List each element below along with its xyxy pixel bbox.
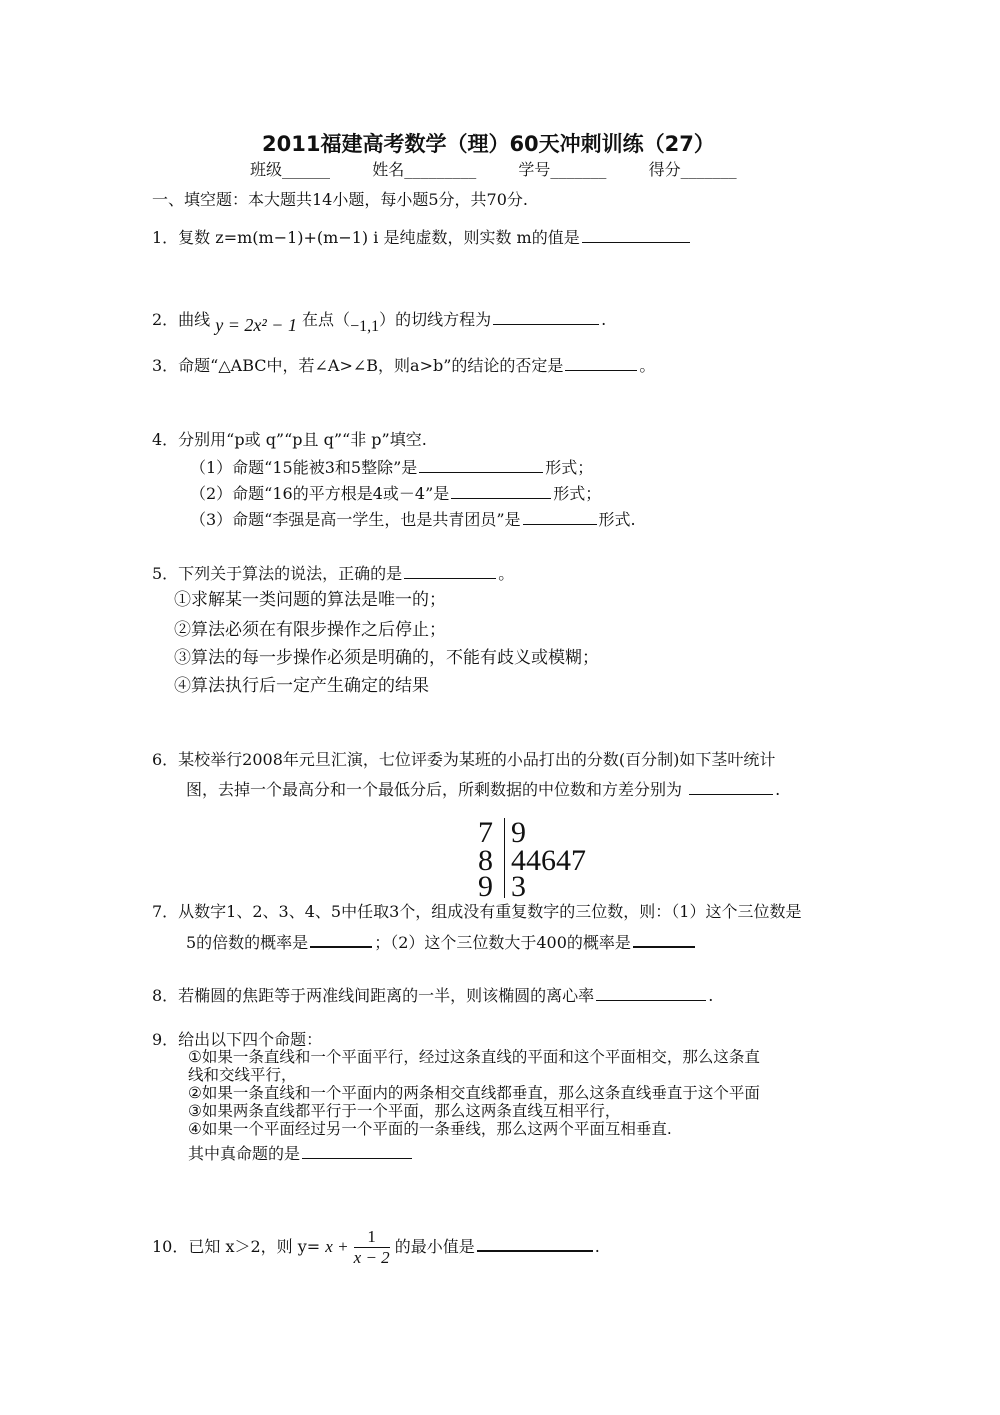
id-field[interactable]: 学号_______: [518, 160, 607, 179]
question-text: ）的切线方程为: [379, 310, 492, 329]
fraction: [354, 1227, 390, 1267]
leaf-values: 3: [511, 870, 526, 903]
answer-blank[interactable]: [523, 508, 597, 525]
punctuation: .: [708, 986, 714, 1005]
question-text: 5的倍数的概率是: [186, 933, 309, 952]
stem-divider: [504, 818, 505, 898]
answer-blank[interactable]: [493, 308, 599, 325]
answer-blank[interactable]: [477, 1234, 593, 1252]
question-9-conclusion: [188, 1142, 414, 1163]
punctuation: .: [594, 1237, 600, 1256]
question-4-item: [190, 508, 636, 529]
fraction-numerator: 1: [354, 1227, 390, 1248]
question-4-stem: 4．分别用“p或 q”“p且 q”“非 p”填空.: [152, 430, 427, 449]
question-text: 5．下列关于算法的说法，正确的是: [152, 564, 403, 583]
answer-blank[interactable]: [565, 354, 637, 371]
question-6-line: [186, 778, 780, 799]
proposition-item: ②如果一条直线和一个平面内的两条相交直线都垂直，那么这条直线垂直于这个平面: [188, 1084, 760, 1102]
question-10: [152, 1222, 600, 1272]
stem-value: 9: [478, 870, 493, 903]
class-field[interactable]: 班级______: [250, 160, 331, 179]
question-6-line: 6．某校举行2008年元旦汇演，七位评委为某班的小品打出的分数(百分制)如下茎叶统计: [152, 750, 776, 769]
punctuation: .: [601, 310, 607, 329]
leaf-values: 44647: [511, 844, 586, 877]
item-text: 形式；: [545, 458, 594, 477]
question-text: 8．若椭圆的焦距等于两准线间距离的一半，则该椭圆的离心率: [152, 986, 595, 1005]
punctuation: .: [775, 780, 781, 799]
question-text: 1．复数 z=m(m−1)+(m−1) i 是纯虚数，则实数 m的值是: [152, 228, 580, 247]
stem-value: 7: [478, 816, 493, 849]
proposition-item: ③如果两条直线都平行于一个平面，那么这两条直线互相平行，: [188, 1102, 621, 1120]
question-7-line: 7．从数字1、2、3、4、5中任取3个，组成没有重复数字的三位数，则：（1）这个三位数是: [152, 902, 802, 921]
page-title: 2011福建高考数学（理）60天冲刺训练（27）: [262, 132, 715, 156]
question-text: ；（2）这个三位数大于400的概率是: [374, 933, 631, 952]
fraction-denominator: x − 2: [353, 1248, 390, 1267]
question-5-stem: [152, 562, 514, 583]
question-2: [152, 308, 607, 335]
proposition-item: ①如果一条直线和一个平面平行，经过这条直线的平面和这个平面相交，那么这条直: [188, 1048, 760, 1066]
question-text: 2．曲线: [152, 310, 211, 329]
answer-blank[interactable]: [404, 562, 496, 579]
proposition-item: 线和交线平行，: [188, 1066, 297, 1084]
punctuation: 。: [498, 564, 515, 583]
question-text: 图，去掉一个最高分和一个最低分后，所剩数据的中位数和方差分别为: [186, 780, 683, 799]
name-field[interactable]: 姓名_________: [372, 160, 477, 179]
curve-formula: y = 2x² − 1: [215, 315, 297, 335]
question-text: 10．已知 x＞2，则 y=: [152, 1237, 321, 1256]
question-4-item: [190, 456, 593, 477]
stem-value: 8: [478, 844, 493, 877]
question-1: [152, 226, 692, 247]
item-text: （1）命题“15能被3和5整除”是: [190, 458, 418, 477]
point-coords: −1,1: [350, 318, 380, 335]
question-8: [152, 984, 713, 1005]
answer-blank[interactable]: [302, 1142, 412, 1159]
section-heading: 一、填空题：本大题共14小题，每小题5分，共70分.: [152, 190, 528, 209]
option-item: ③算法的每一步操作必须是明确的，不能有歧义或模糊；: [174, 648, 599, 668]
answer-blank[interactable]: [582, 226, 690, 243]
score-field[interactable]: 得分_______: [648, 160, 737, 179]
answer-blank[interactable]: [419, 456, 543, 473]
question-text: 的最小值是: [394, 1237, 475, 1256]
question-7-line: [186, 930, 697, 952]
question-4-item: [190, 482, 601, 503]
answer-blank[interactable]: [310, 930, 372, 948]
question-text: 3．命题“△ABC中，若∠A>∠B，则a>b”的结论的否定是: [152, 356, 564, 375]
question-9-stem: 9．给出以下四个命题：: [152, 1030, 323, 1049]
option-item: ④算法执行后一定产生确定的结果: [174, 676, 429, 696]
question-3: [152, 354, 655, 375]
option-item: ①求解某一类问题的算法是唯一的；: [174, 590, 446, 610]
item-text: （2）命题“16的平方根是4或－4”是: [190, 484, 450, 503]
question-text: 在点（: [302, 310, 351, 329]
answer-blank[interactable]: [633, 930, 695, 948]
answer-blank[interactable]: [451, 482, 551, 499]
punctuation: 。: [639, 356, 656, 375]
answer-blank[interactable]: [596, 984, 706, 1001]
option-item: ②算法必须在有限步操作之后停止；: [174, 620, 446, 640]
item-text: 形式；: [553, 484, 602, 503]
proposition-item: ④如果一个平面经过另一个平面的一条垂线，那么这两个平面互相垂直.: [188, 1120, 672, 1138]
item-text: 形式.: [598, 510, 636, 529]
x-term: x +: [325, 1237, 349, 1256]
question-text: 其中真命题的是: [188, 1144, 301, 1163]
item-text: （3）命题“李强是高一学生，也是共青团员”是: [190, 510, 521, 529]
leaf-values: 9: [511, 816, 526, 849]
header-fields: [250, 160, 737, 179]
answer-blank[interactable]: [689, 778, 773, 795]
